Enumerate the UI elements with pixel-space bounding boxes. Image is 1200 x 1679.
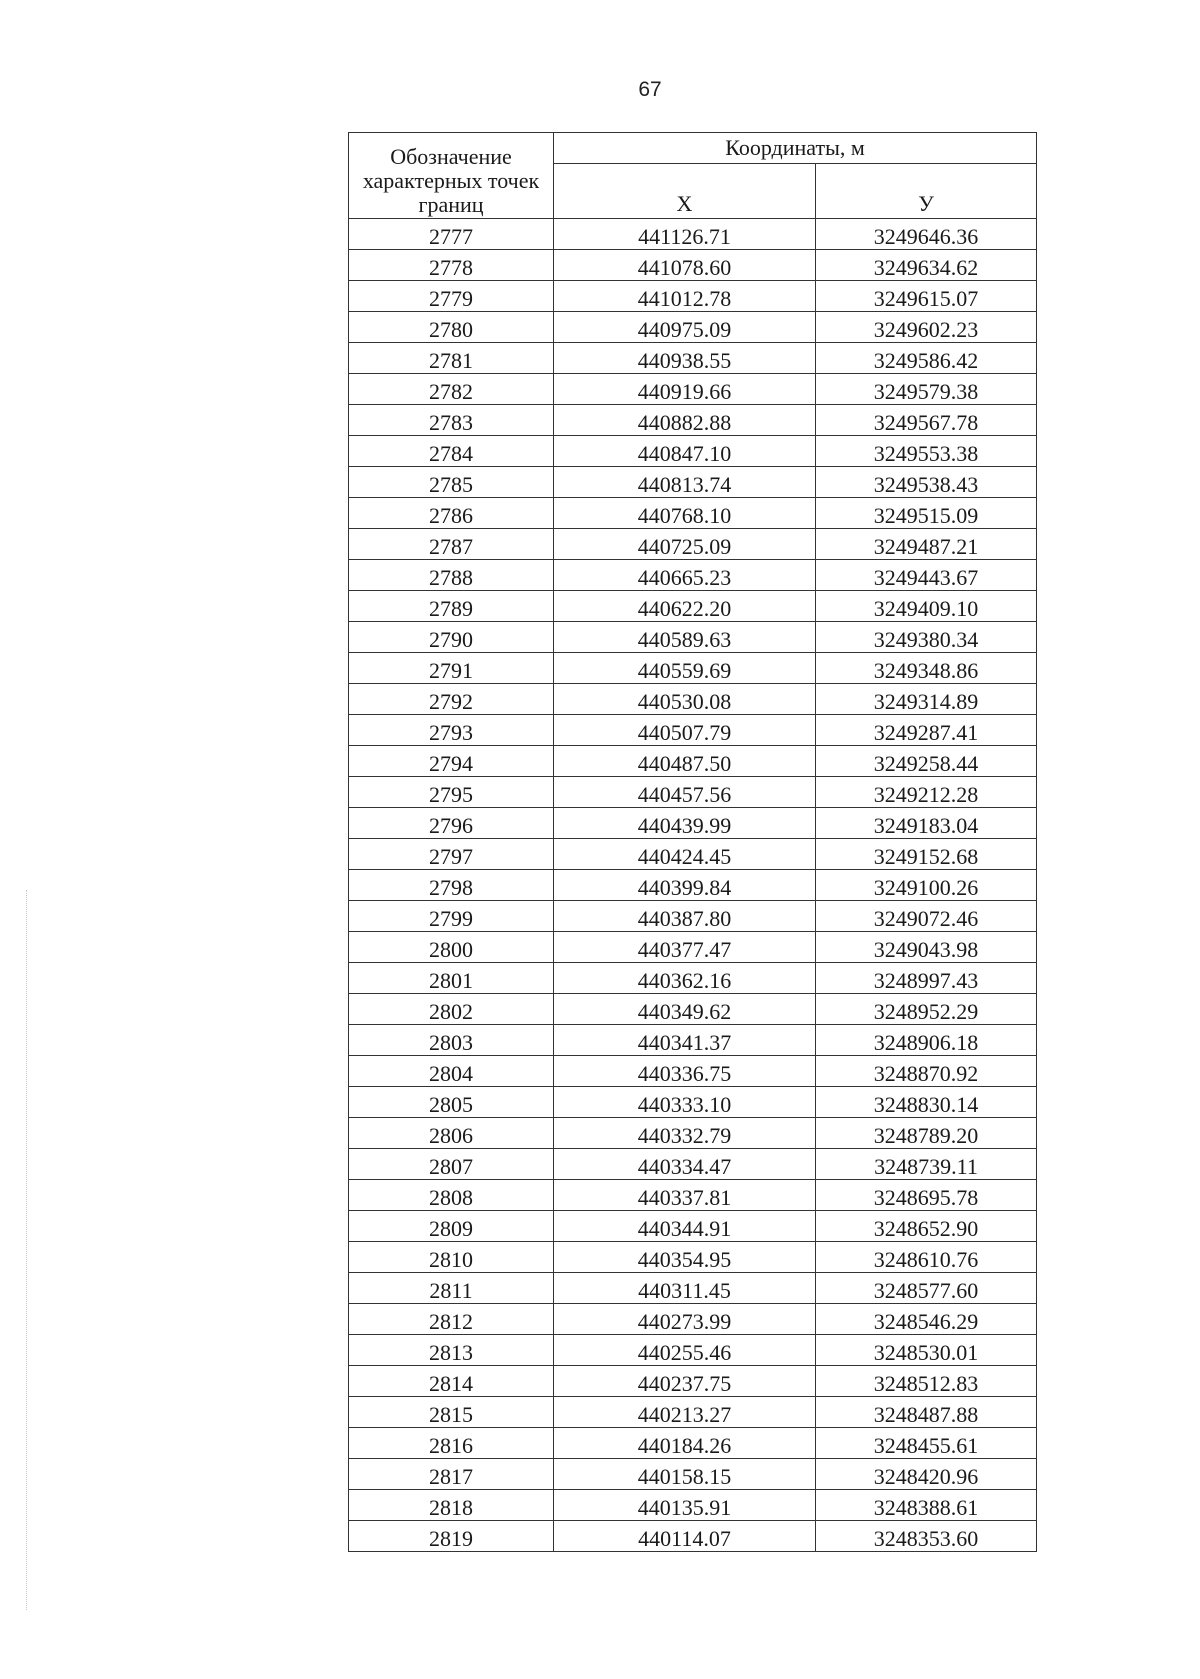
- cell-point-id: 2806: [349, 1118, 554, 1149]
- cell-x: 440399.84: [554, 870, 816, 901]
- cell-point-id: 2807: [349, 1149, 554, 1180]
- table-row: [349, 932, 1037, 963]
- cell-point-id: 2799: [349, 901, 554, 932]
- cell-point-id: 2817: [349, 1459, 554, 1490]
- cell-point-id: 2802: [349, 994, 554, 1025]
- cell-y: 3248546.29: [816, 1304, 1037, 1335]
- cell-point-id: 2811: [349, 1273, 554, 1304]
- cell-x: 440387.80: [554, 901, 816, 932]
- cell-point-id: 2781: [349, 343, 554, 374]
- cell-point-id: 2808: [349, 1180, 554, 1211]
- cell-point-id: 2786: [349, 498, 554, 529]
- cell-point-id: 2803: [349, 1025, 554, 1056]
- cell-point-id: 2801: [349, 963, 554, 994]
- cell-y: 3249072.46: [816, 901, 1037, 932]
- cell-y: 3248353.60: [816, 1521, 1037, 1552]
- cell-y: 3248530.01: [816, 1335, 1037, 1366]
- table-row: [349, 653, 1037, 684]
- cell-point-id: 2795: [349, 777, 554, 808]
- cell-x: 440457.56: [554, 777, 816, 808]
- table-row: [349, 994, 1037, 1025]
- table-row: [349, 1459, 1037, 1490]
- page-number: 67: [638, 78, 662, 101]
- cell-x: 440349.62: [554, 994, 816, 1025]
- cell-y: 3249212.28: [816, 777, 1037, 808]
- cell-x: 440938.55: [554, 343, 816, 374]
- table-row: [349, 405, 1037, 436]
- table-row: [349, 1149, 1037, 1180]
- cell-point-id: 2814: [349, 1366, 554, 1397]
- cell-x: 440336.75: [554, 1056, 816, 1087]
- table-row: [349, 1521, 1037, 1552]
- coordinates-table: [348, 132, 1037, 1552]
- cell-y: 3248420.96: [816, 1459, 1037, 1490]
- cell-x: 440725.09: [554, 529, 816, 560]
- table-row: [349, 467, 1037, 498]
- cell-y: 3248906.18: [816, 1025, 1037, 1056]
- cell-point-id: 2778: [349, 250, 554, 281]
- cell-y: 3249183.04: [816, 808, 1037, 839]
- cell-x: 440919.66: [554, 374, 816, 405]
- cell-point-id: 2796: [349, 808, 554, 839]
- table-row: [349, 374, 1037, 405]
- cell-x: 440344.91: [554, 1211, 816, 1242]
- table-row: [349, 312, 1037, 343]
- table-row: [349, 1056, 1037, 1087]
- cell-y: 3249602.23: [816, 312, 1037, 343]
- table-row: [349, 1397, 1037, 1428]
- cell-point-id: 2810: [349, 1242, 554, 1273]
- table-row: [349, 1273, 1037, 1304]
- cell-x: 440975.09: [554, 312, 816, 343]
- table-row: [349, 622, 1037, 653]
- table-body: [349, 219, 1037, 1552]
- cell-point-id: 2777: [349, 219, 554, 250]
- table-row: [349, 436, 1037, 467]
- cell-point-id: 2812: [349, 1304, 554, 1335]
- cell-point-id: 2791: [349, 653, 554, 684]
- table-row: [349, 1335, 1037, 1366]
- cell-point-id: 2818: [349, 1490, 554, 1521]
- cell-x: 440311.45: [554, 1273, 816, 1304]
- table-row: [349, 219, 1037, 250]
- table-row: [349, 591, 1037, 622]
- table-row: [349, 343, 1037, 374]
- table-row: [349, 1242, 1037, 1273]
- cell-x: 440622.20: [554, 591, 816, 622]
- table-row: [349, 684, 1037, 715]
- cell-point-id: 2797: [349, 839, 554, 870]
- cell-y: 3249380.34: [816, 622, 1037, 653]
- table-row: [349, 1304, 1037, 1335]
- cell-point-id: 2819: [349, 1521, 554, 1552]
- cell-x: 440507.79: [554, 715, 816, 746]
- cell-y: 3249586.42: [816, 343, 1037, 374]
- table-row: [349, 281, 1037, 312]
- cell-point-id: 2788: [349, 560, 554, 591]
- table-row: [349, 839, 1037, 870]
- cell-x: 440768.10: [554, 498, 816, 529]
- cell-x: 440813.74: [554, 467, 816, 498]
- cell-x: 440237.75: [554, 1366, 816, 1397]
- cell-point-id: 2798: [349, 870, 554, 901]
- cell-x: 440337.81: [554, 1180, 816, 1211]
- cell-point-id: 2785: [349, 467, 554, 498]
- table-row: [349, 1180, 1037, 1211]
- cell-y: 3249515.09: [816, 498, 1037, 529]
- cell-y: 3249100.26: [816, 870, 1037, 901]
- cell-x: 440377.47: [554, 932, 816, 963]
- table-row: [349, 963, 1037, 994]
- cell-point-id: 2815: [349, 1397, 554, 1428]
- cell-x: 440665.23: [554, 560, 816, 591]
- cell-x: 440334.47: [554, 1149, 816, 1180]
- cell-x: 440255.46: [554, 1335, 816, 1366]
- cell-point-id: 2792: [349, 684, 554, 715]
- cell-x: 440341.37: [554, 1025, 816, 1056]
- table-row: [349, 715, 1037, 746]
- cell-x: 441012.78: [554, 281, 816, 312]
- table-row: [349, 529, 1037, 560]
- cell-x: 440439.99: [554, 808, 816, 839]
- cell-y: 3248830.14: [816, 1087, 1037, 1118]
- cell-x: 440424.45: [554, 839, 816, 870]
- cell-point-id: 2790: [349, 622, 554, 653]
- table-row: [349, 1490, 1037, 1521]
- cell-point-id: 2787: [349, 529, 554, 560]
- cell-point-id: 2804: [349, 1056, 554, 1087]
- cell-x: 440332.79: [554, 1118, 816, 1149]
- cell-x: 440184.26: [554, 1428, 816, 1459]
- cell-point-id: 2800: [349, 932, 554, 963]
- table-row: [349, 250, 1037, 281]
- cell-y: 3249443.67: [816, 560, 1037, 591]
- cell-y: 3249487.21: [816, 529, 1037, 560]
- cell-y: 3249553.38: [816, 436, 1037, 467]
- table-row: [349, 870, 1037, 901]
- cell-point-id: 2805: [349, 1087, 554, 1118]
- cell-y: 3248512.83: [816, 1366, 1037, 1397]
- cell-y: 3249348.86: [816, 653, 1037, 684]
- cell-x: 440354.95: [554, 1242, 816, 1273]
- cell-x: 440559.69: [554, 653, 816, 684]
- cell-y: 3249152.68: [816, 839, 1037, 870]
- cell-point-id: 2779: [349, 281, 554, 312]
- cell-y: 3248997.43: [816, 963, 1037, 994]
- cell-y: 3248610.76: [816, 1242, 1037, 1273]
- cell-y: 3248652.90: [816, 1211, 1037, 1242]
- cell-y: 3248455.61: [816, 1428, 1037, 1459]
- cell-y: 3248388.61: [816, 1490, 1037, 1521]
- cell-y: 3249258.44: [816, 746, 1037, 777]
- cell-point-id: 2809: [349, 1211, 554, 1242]
- cell-y: 3249314.89: [816, 684, 1037, 715]
- cell-x: 440847.10: [554, 436, 816, 467]
- cell-point-id: 2789: [349, 591, 554, 622]
- cell-x: 440213.27: [554, 1397, 816, 1428]
- cell-x: 440158.15: [554, 1459, 816, 1490]
- cell-y: 3248789.20: [816, 1118, 1037, 1149]
- header-coordinates: Координаты, м: [554, 133, 1037, 164]
- cell-point-id: 2784: [349, 436, 554, 467]
- cell-y: 3249043.98: [816, 932, 1037, 963]
- cell-y: 3248739.11: [816, 1149, 1037, 1180]
- table-row: [349, 1211, 1037, 1242]
- table-row: [349, 560, 1037, 591]
- cell-y: 3249287.41: [816, 715, 1037, 746]
- table-row: [349, 746, 1037, 777]
- cell-x: 440114.07: [554, 1521, 816, 1552]
- header-y: У: [816, 164, 1037, 219]
- cell-y: 3248487.88: [816, 1397, 1037, 1428]
- table-row: [349, 1366, 1037, 1397]
- table-row: [349, 1087, 1037, 1118]
- cell-y: 3249538.43: [816, 467, 1037, 498]
- cell-y: 3248695.78: [816, 1180, 1037, 1211]
- table-row: [349, 1025, 1037, 1056]
- cell-y: 3249579.38: [816, 374, 1037, 405]
- cell-y: 3249615.07: [816, 281, 1037, 312]
- table-row: [349, 498, 1037, 529]
- table-row: [349, 808, 1037, 839]
- cell-y: 3248577.60: [816, 1273, 1037, 1304]
- cell-y: 3249409.10: [816, 591, 1037, 622]
- cell-x: 440487.50: [554, 746, 816, 777]
- cell-y: 3248952.29: [816, 994, 1037, 1025]
- header-x: X: [554, 164, 816, 219]
- cell-y: 3249634.62: [816, 250, 1037, 281]
- cell-x: 440273.99: [554, 1304, 816, 1335]
- table-row: [349, 777, 1037, 808]
- header-point-designation: Обозначение характерных точек границ: [349, 133, 554, 219]
- cell-x: 440530.08: [554, 684, 816, 715]
- cell-y: 3249646.36: [816, 219, 1037, 250]
- table-row: [349, 1428, 1037, 1459]
- cell-x: 440362.16: [554, 963, 816, 994]
- cell-x: 441078.60: [554, 250, 816, 281]
- cell-point-id: 2794: [349, 746, 554, 777]
- cell-x: 441126.71: [554, 219, 816, 250]
- cell-x: 440135.91: [554, 1490, 816, 1521]
- cell-y: 3248870.92: [816, 1056, 1037, 1087]
- scan-artifact-line: [26, 890, 27, 1610]
- cell-point-id: 2813: [349, 1335, 554, 1366]
- cell-point-id: 2783: [349, 405, 554, 436]
- cell-point-id: 2793: [349, 715, 554, 746]
- cell-point-id: 2780: [349, 312, 554, 343]
- cell-x: 440333.10: [554, 1087, 816, 1118]
- cell-x: 440882.88: [554, 405, 816, 436]
- table-row: [349, 1118, 1037, 1149]
- table-row: [349, 901, 1037, 932]
- cell-x: 440589.63: [554, 622, 816, 653]
- cell-point-id: 2816: [349, 1428, 554, 1459]
- cell-point-id: 2782: [349, 374, 554, 405]
- cell-y: 3249567.78: [816, 405, 1037, 436]
